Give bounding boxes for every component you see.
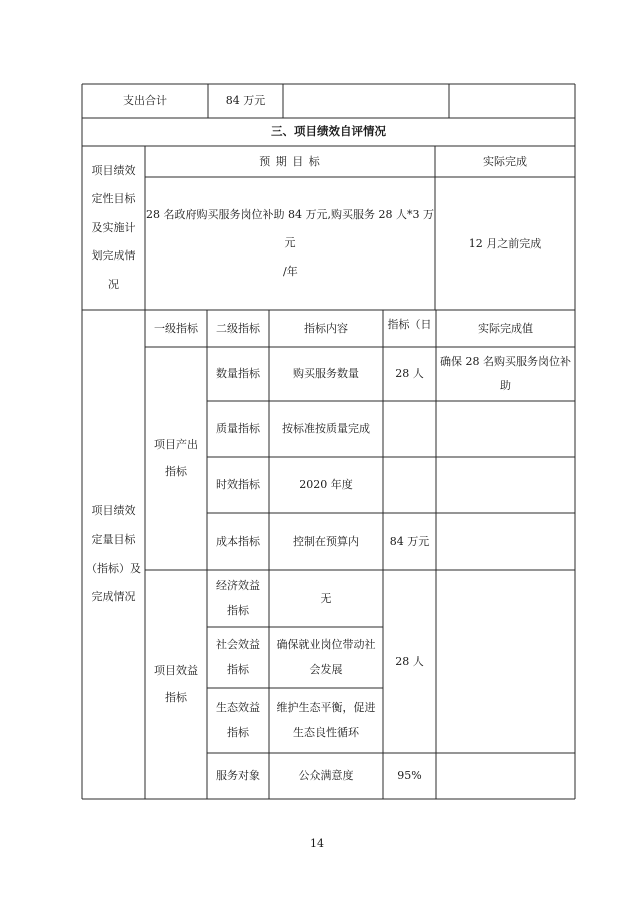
benefit-content: 无 (320, 591, 332, 605)
output-target: 84 万元 (389, 534, 430, 548)
benefit-group-label: 项目效益 指标 (154, 664, 198, 704)
expense-total-label: 支出合计 (123, 94, 167, 108)
quantitative-row-label: 项目绩效 定量目标 （指标）及 完成情况 (86, 504, 141, 604)
output-content: 按标准按质量完成 (282, 422, 370, 436)
output-level2: 数量指标 (216, 367, 260, 381)
benefit-content: 维护生态平衡，促进 生态良性循环 (276, 701, 376, 739)
output-content: 控制在预算内 (293, 534, 359, 548)
output-level2: 成本指标 (216, 534, 260, 548)
expected-target-text: 28 名政府购买服务岗位补助 84 万元,购买服务 28 人*3 万元 /年 (146, 207, 434, 278)
header-content: 指标内容 (304, 321, 348, 335)
output-group-label: 项目产出 指标 (154, 438, 198, 478)
benefit-level2: 生态效益 指标 (216, 701, 260, 739)
header-level1: 一级指标 (154, 321, 198, 335)
output-content: 购买服务数量 (293, 367, 359, 381)
header-level2: 二级指标 (216, 321, 260, 335)
qualitative-row-label: 项目绩效 定性目标 及实施计 划完成情 况 (91, 163, 136, 291)
actual-completion-value: 12 月之前完成 (468, 236, 542, 250)
output-target: 28 人 (395, 367, 424, 381)
header-actual: 实际完成值 (478, 321, 533, 335)
actual-completion-header: 实际完成 (483, 154, 527, 168)
benefit-level2: 经济效益 指标 (216, 579, 260, 617)
output-content: 2020 年度 (299, 478, 353, 492)
output-level2: 时效指标 (216, 478, 260, 492)
header-target: 指标（日 (387, 318, 432, 332)
benefit-target: 95% (397, 769, 422, 783)
benefit-content: 公众满意度 (298, 769, 354, 783)
benefit-content: 确保就业岗位带动社 会发展 (276, 638, 376, 676)
expected-target-header: 预 期 目 标 (259, 154, 321, 168)
section-title: 三、项目绩效自评情况 (271, 124, 386, 139)
expense-total-amount: 84 万元 (225, 94, 266, 108)
output-actual: 确保 28 名购买服务岗位补 助 (440, 354, 571, 392)
benefit-level2: 服务对象 (216, 769, 260, 783)
page-number: 14 (310, 837, 324, 851)
benefit-shared-target: 28 人 (395, 654, 424, 668)
benefit-level2: 社会效益 指标 (216, 638, 260, 676)
output-level2: 质量指标 (216, 422, 260, 436)
